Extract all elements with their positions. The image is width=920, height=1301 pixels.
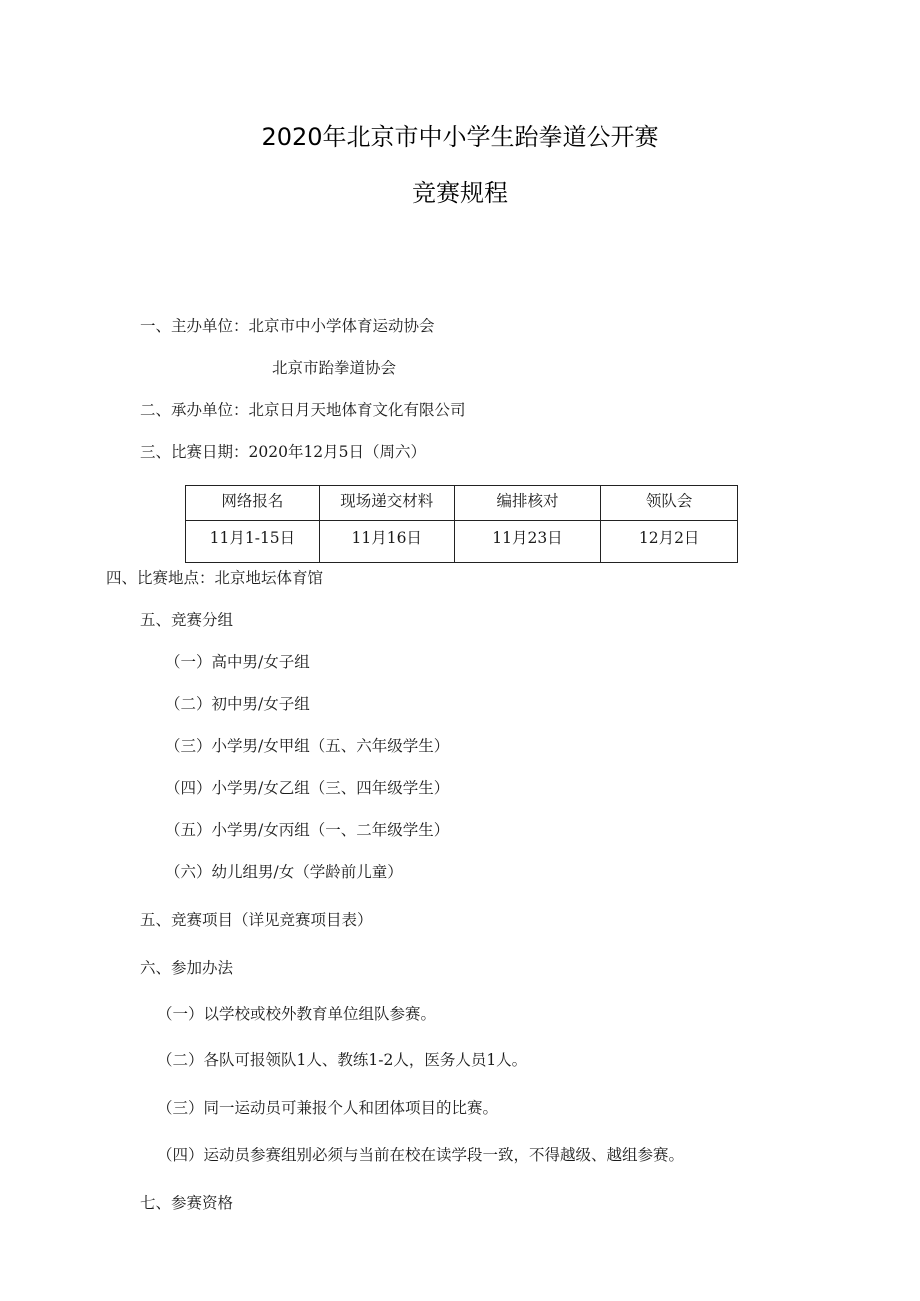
document-title: 2020年北京市中小学生跆拳道公开赛: [261, 123, 659, 151]
group-item: （六）幼儿组男/女（学龄前儿童）: [165, 863, 403, 881]
schedule-value-cell: 11月1-15日: [186, 521, 320, 563]
group-item: （四）小学男/女乙组（三、四年级学生）: [165, 779, 450, 797]
group-item: （三）小学男/女甲组（五、六年级学生）: [165, 737, 450, 755]
date-line: 三、比赛日期：2020年12月5日（周六）: [140, 443, 427, 461]
schedule-header-row: [186, 486, 738, 521]
schedule-header-cell: 领队会: [601, 486, 738, 521]
group-item: （二）初中男/女子组: [165, 695, 310, 713]
groups-heading: 五、竞赛分组: [140, 611, 234, 629]
schedule-header-cell: 编排核对: [454, 486, 601, 521]
schedule-value-row: [186, 521, 738, 563]
schedule-header-cell: 现场递交材料: [319, 486, 454, 521]
participation-item: （三）同一运动员可兼报个人和团体项目的比赛。: [157, 1099, 499, 1117]
schedule-value-cell: 12月2日: [601, 521, 738, 563]
host-line: 二、承办单位：北京日月天地体育文化有限公司: [140, 401, 466, 419]
participation-item: （四）运动员参赛组别必须与当前在校在读学段一致，不得越级、越组参赛。: [157, 1146, 685, 1164]
schedule-header-cell: 网络报名: [186, 486, 320, 521]
schedule-value-cell: 11月16日: [319, 521, 454, 563]
schedule-value-cell: 11月23日: [454, 521, 601, 563]
group-item: （一）高中男/女子组: [165, 653, 310, 671]
participation-item: （一）以学校或校外教育单位组队参赛。: [157, 1005, 437, 1023]
venue-line: 四、比赛地点：北京地坛体育馆: [106, 569, 324, 587]
group-item: （五）小学男/女丙组（一、二年级学生）: [165, 821, 450, 839]
organizer-line-1: 一、主办单位：北京市中小学体育运动协会: [140, 317, 435, 335]
participation-item: （二）各队可报领队1人、教练1-2人，医务人员1人。: [157, 1051, 528, 1069]
participation-heading: 六、参加办法: [140, 959, 234, 977]
organizer-line-2: 北京市跆拳道协会: [272, 359, 397, 377]
eligibility-heading: 七、参赛资格: [140, 1194, 234, 1212]
schedule-table: [185, 485, 738, 563]
document-subtitle: 竞赛规程: [412, 179, 508, 207]
events-line: 五、竞赛项目（详见竞赛项目表）: [140, 911, 373, 929]
